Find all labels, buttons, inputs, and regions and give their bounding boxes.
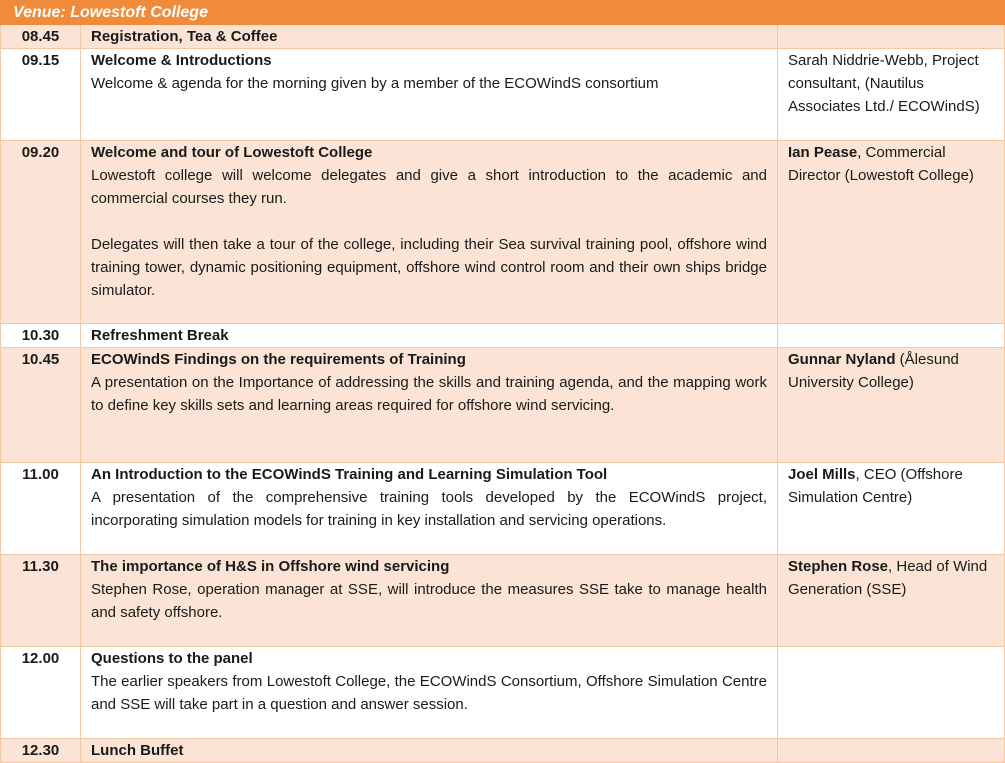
agenda-time: 09.15 — [1, 49, 81, 141]
agenda-speaker — [778, 25, 1005, 49]
agenda-body: Welcome & agenda for the morning given by a member of the ECOWindS consortium — [91, 75, 659, 92]
speaker-detail: , CEO (Offshore Simulation Centre) — [788, 466, 963, 506]
agenda-title: ECOWindS Findings on the requirements of Training — [91, 351, 466, 368]
agenda-speaker — [778, 463, 1005, 555]
agenda-time: 11.30 — [1, 555, 81, 647]
agenda-body: A presentation on the Importance of addressing the skills and training agenda, and the mapping work to define key skills sets and learning areas required for offshore wind servicing. — [91, 374, 767, 414]
agenda-speaker — [778, 348, 1005, 463]
agenda-speaker — [778, 49, 1005, 141]
agenda-body: Stephen Rose, operation manager at SSE, will introduce the measures SSE take to manage health and safety offshore. — [91, 581, 767, 621]
agenda-row — [1, 463, 1005, 555]
agenda-row — [1, 49, 1005, 141]
agenda-time: 11.00 — [1, 463, 81, 555]
agenda-time: 10.30 — [1, 324, 81, 348]
agenda-description — [81, 348, 778, 463]
speaker-name: Ian Pease — [788, 144, 858, 161]
agenda-row — [1, 647, 1005, 739]
agenda-description — [81, 324, 778, 348]
agenda-time: 12.30 — [1, 739, 81, 763]
agenda-body: A presentation of the comprehensive training tools developed by the ECOWindS project, incorporating simulation models for training in key installation and servicing operations. — [91, 489, 767, 529]
agenda-title: Questions to the panel — [91, 650, 253, 667]
agenda-time: 08.45 — [1, 25, 81, 49]
agenda-speaker — [778, 647, 1005, 739]
venue-row — [1, 1, 1005, 25]
agenda-row — [1, 348, 1005, 463]
agenda-body-second: Delegates will then take a tour of the college, including their Sea survival training pool, offshore wind training tower, dynamic positioning equipment, offshore wind control room and their own ships bridge simulator. — [91, 236, 767, 299]
agenda-speaker — [778, 324, 1005, 348]
agenda-title: Lunch Buffet — [91, 742, 184, 759]
speaker-detail: Sarah Niddrie-Webb, Project consultant, (Nautilus Associates Ltd./ ECOWindS) — [788, 52, 980, 115]
agenda-description — [81, 555, 778, 647]
speaker-detail: (Ålesund University College) — [788, 351, 959, 391]
agenda-title: The importance of H&S in Offshore wind servicing — [91, 558, 450, 575]
agenda-title: Welcome & Introductions — [91, 52, 272, 69]
agenda-description — [81, 647, 778, 739]
agenda-description — [81, 25, 778, 49]
venue-title: Venue: Lowestoft College — [1, 1, 1005, 25]
agenda-row — [1, 141, 1005, 324]
agenda-time: 10.45 — [1, 348, 81, 463]
speaker-name: Stephen Rose — [788, 558, 889, 575]
agenda-title: Welcome and tour of Lowestoft College — [91, 144, 373, 161]
agenda-body: The earlier speakers from Lowestoft College, the ECOWindS Consortium, Offshore Simulation Centre and SSE will take part in a question and answer session. — [91, 673, 767, 713]
speaker-detail: , Head of Wind Generation (SSE) — [788, 558, 988, 598]
agenda-time: 12.00 — [1, 647, 81, 739]
agenda-speaker — [778, 555, 1005, 647]
agenda-description — [81, 141, 778, 324]
agenda-title: Refreshment Break — [91, 327, 229, 344]
agenda-row — [1, 555, 1005, 647]
agenda-row — [1, 324, 1005, 348]
agenda-title: An Introduction to the ECOWindS Training and Learning Simulation Tool — [91, 466, 608, 483]
speaker-name: Gunnar Nyland — [788, 351, 896, 368]
agenda-speaker — [778, 739, 1005, 763]
agenda-description — [81, 49, 778, 141]
agenda-speaker — [778, 141, 1005, 324]
agenda-row — [1, 739, 1005, 763]
agenda-description — [81, 739, 778, 763]
speaker-name: Joel Mills — [788, 466, 856, 483]
agenda-time: 09.20 — [1, 141, 81, 324]
speaker-detail: , Commercial Director (Lowestoft College) — [788, 144, 974, 184]
agenda-row — [1, 25, 1005, 49]
agenda-description — [81, 463, 778, 555]
agenda-body: Lowestoft college will welcome delegates and give a short introduction to the academic and commercial courses they run. — [91, 167, 767, 207]
agenda-title: Registration, Tea & Coffee — [91, 28, 278, 45]
